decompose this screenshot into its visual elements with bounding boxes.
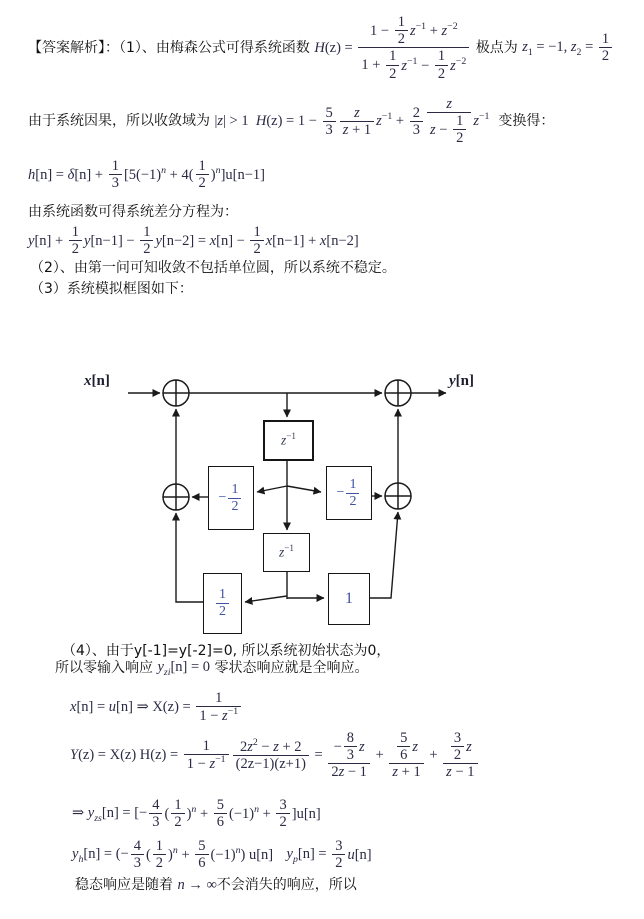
summing-junction-top-left <box>163 380 189 406</box>
delay-block-2: $z^{-1}$ <box>263 533 310 572</box>
wire-tap1-right <box>287 486 321 492</box>
block-diagram <box>0 362 644 644</box>
wire-half-feedback <box>176 513 203 602</box>
paragraph-part3-intro: （3）系统模拟框图如下： <box>30 281 193 297</box>
paragraph-part4-initial-state: （4）、由于y[-1]=y[-2]=0, 所以系统初始状态为0， <box>62 643 391 659</box>
formula-yz-partial-fractions: Y(z) = X(z) H(z) = $\frac{1}{1 - z^{-1}}$ $\frac{2z^2 - z + 2}{(2z-1)(z+1)}$ = − $\frac{8}{3}$ z 2z − 1 + $\frac{5}{6}$ z z + 1 + $\frac{3}{2}$ z z − 1 <box>70 730 480 781</box>
diagram-wires <box>0 362 644 644</box>
paragraph-zero-input-response: 所以零输入响应 $y_{zi}[n] = 0$ 零状态响应就是全响应。 <box>55 659 369 678</box>
diagram-output-label: y[n] <box>449 373 475 389</box>
gain-block-neg-half-right: − $\frac{1}{2}$ <box>326 466 372 520</box>
formula-impulse-response: h[n] = δ[n] + $\frac{1}{3}$ [$5(-1)^n + 4$( $\frac{1}{2}$ )$^n$]u[n−1] <box>28 158 265 192</box>
formula-x-u-transform: x[n] = u[n] ⇒ X(z) = $\frac{1}{1 - z^{-1}}$ <box>70 690 243 724</box>
gain-block-neg-half-left: − $\frac{1}{2}$ <box>208 466 254 530</box>
formula-homogeneous-particular: $y_h[n]$ = (− $\frac{4}{3}$ ( $\frac{1}{2}$ )$^n$ + $\frac{5}{6}$ $(-1)^n$) u[n] $y_p[n]$ = $\frac{3}{2}$ u[n] <box>72 838 372 872</box>
wire-tap1-left <box>257 486 287 492</box>
formula-difference-equation: y[n] + $\frac{1}{2}$ y[n−1] − $\frac{1}{2}$ y[n−2] = x[n] − $\frac{1}{2}$ x[n−1] + x[n−2] <box>28 224 359 258</box>
paragraph-roc-transform: 由于系统因果，所以收敛域为 |z| > 1 H(z) = 1 − $\frac{5}{3}$ $\frac{z}{z + 1}$ $z^{-1}$ + $\frac{2}{3}$ z z − $\frac{1}{2}$ $z^{-1}$ 变换得： <box>28 96 555 147</box>
wire-tap2-left <box>245 596 287 602</box>
paragraph-mason-formula: 【答案解析】：（1）、由梅森公式可得系统函数 H(z) = 1 − $\frac{1}{2}$ $z^{-1} + z^{-2}$ 1 + $\frac{1}{2}$ $z^{-1}$ − $\frac{1}{2}$ $z^{-2}$ 极点为 $z_1 = -1$, $z_2$ = $\frac{1}{2}$ <box>28 14 614 82</box>
paragraph-difference-eq-intro: 由系统函数可得系统差分方程为： <box>28 204 238 220</box>
formula-zero-state-response: ⇒ $y_{zs}[n]$ = [− $\frac{4}{3}$ ( $\frac{1}{2}$ )$^n$ + $\frac{5}{6}$ $(-1)^n$ + $\frac{3}{2}$ ]u[n] <box>72 797 321 831</box>
diagram-input-label: x[n] <box>84 373 110 389</box>
summing-junction-top-right <box>385 380 411 406</box>
summing-junction-mid-right <box>385 483 411 509</box>
paragraph-steady-state: 稳态响应是随着 n → ∞ 不会消失的响应，所以 <box>75 877 357 894</box>
wire-one-feedback <box>368 512 398 598</box>
gain-block-half: $\frac{1}{2}$ <box>203 573 242 634</box>
paragraph-part2-stability: （2）、由第一问可知收敛不包括单位圆，所以系统不稳定。 <box>30 260 396 276</box>
summing-junction-mid-left <box>163 484 189 510</box>
gain-block-one: 1 <box>328 573 370 625</box>
delay-block-1: $z^{-1}$ <box>263 420 314 461</box>
